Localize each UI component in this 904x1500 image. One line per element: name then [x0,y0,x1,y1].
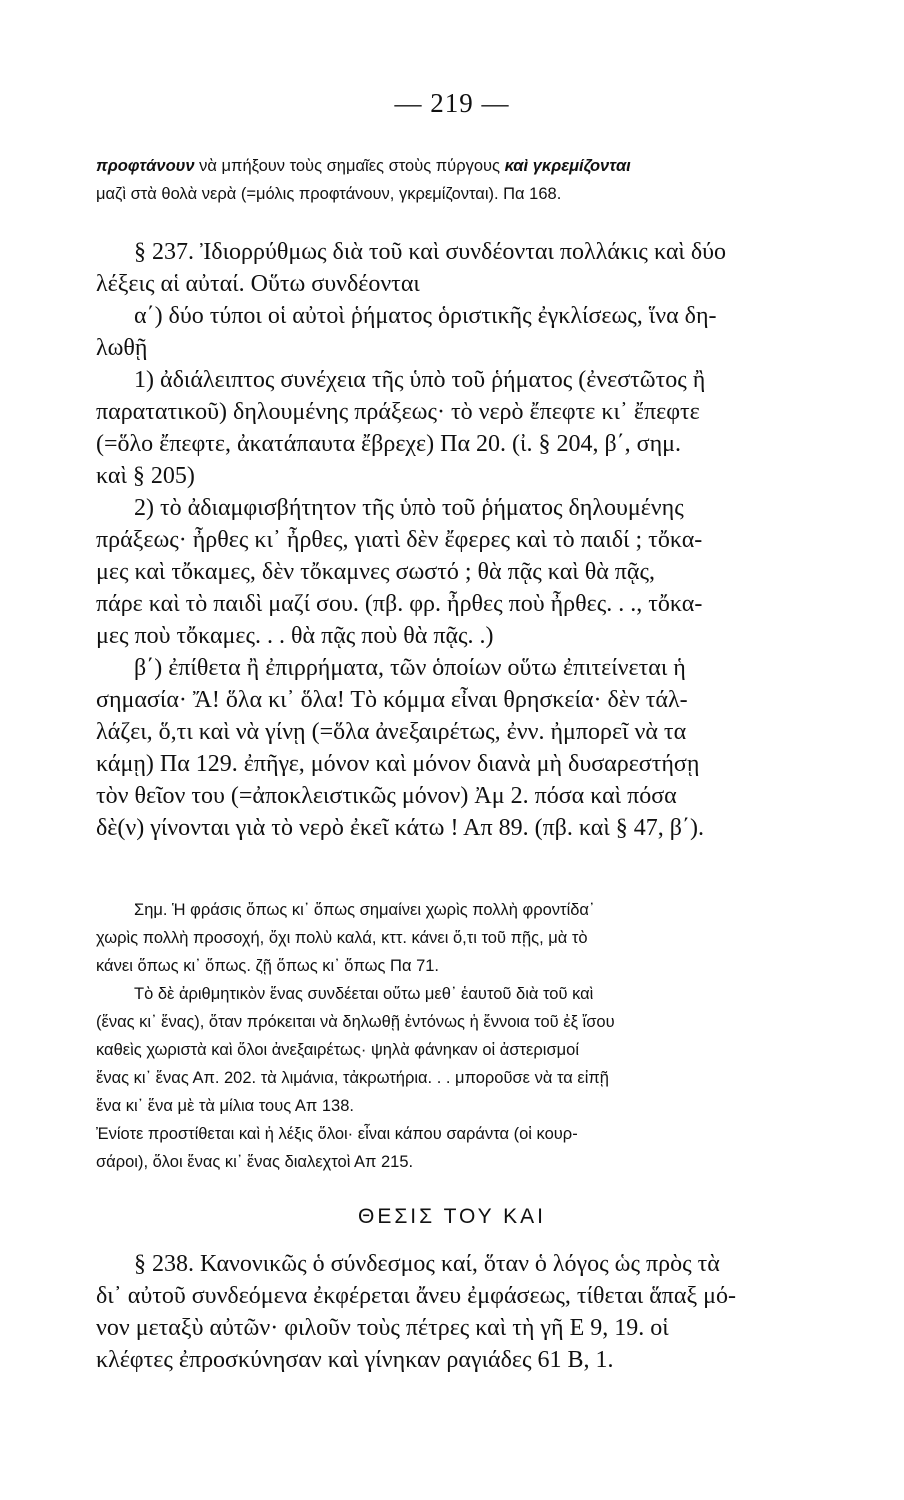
text-line: παρατατικοῦ) δηλουμένης πράξεως· τὸ νερὸ ἔπεφτε κι᾿ ἔπεφτε [96,399,700,425]
text-line: μες καὶ τὄκαμες, δὲν τὄκαμνες σωστό ; θὰ πᾷς καὶ θὰ πᾷς, [96,559,655,585]
note-line: ἕνας κι᾿ ἕνας Απ. 202. τὰ λιμάνια, τἀκρωτήρια. . . μποροῦσε νὰ τα εἰπῇ [96,1069,609,1087]
text-line: α΄) δύο τύποι οἱ αὐτοὶ ῥήματος ὁριστικῆς ἐγκλίσεως, ἵνα δη- [134,303,717,329]
text-line: λέξεις αἱ αὐταί. Οὕτω συνδέονται [96,271,420,297]
section-238 [96,1248,842,1376]
intro-bold-end: καὶ γκρεμίζονται [504,157,631,175]
note-line: Ἐνίοτε προστίθεται καὶ ἡ λέξις ὅλοι· εἶναι κάπου σαράντα (οἱ κουρ- [96,1125,578,1143]
text-line: δὲ(ν) γίνονται γιὰ τὸ νερὸ ἐκεῖ κάτω ! Απ 89. (πβ. καὶ § 47, β΄). [96,815,705,841]
text-line: λωθῇ [96,335,148,361]
text-line: (=ὅλο ἔπεφτε, ἀκατάπαυτα ἔβρεχε) Πα 20. (ἰ. § 204, β΄, σημ. [96,431,682,457]
note-line: χωρὶς πολλὴ προσοχή, ὄχι πολὺ καλά, κττ. κάνει ὅ,τι τοῦ πῇς, μὰ τὸ [96,929,588,947]
note-line: κάνει ὅπως κι᾿ ὅπως. ζῇ ὅπως κι᾿ ὅπως Πα 71. [96,957,440,975]
text-line: πράξεως· ἦρθες κι᾿ ἦρθες, γιατὶ δὲν ἔφερες καὶ τὸ παιδί ; τὄκα- [96,527,703,553]
text-line: κλέφτες ἐπροσκύνησαν καὶ γίνηκαν ραγιάδες 61 Β, 1. [96,1347,614,1373]
text-line: μες ποὺ τὄκαμες. . . θὰ πᾷς ποὺ θὰ πᾷς. .) [96,623,494,649]
text-line: 2) τὸ ἀδιαμφισβήτητον τῆς ὑπὸ τοῦ ῥήματος δηλουμένης [134,495,684,521]
section-237 [96,236,842,844]
text-line: λάζει, ὅ,τι καὶ νὰ γίνῃ (=ὅλα ἀνεξαιρέτως, ἐνν. ἠμπορεῖ νὰ τα [96,719,687,745]
note-line: (ἕνας κι᾿ ἕνας), ὅταν πρόκειται νὰ δηλωθῇ ἐντόνως ἡ ἔννοια τοῦ ἐξ ἴσου [96,1013,615,1031]
note-line: Τὸ δὲ ἀριθμητικὸν ἕνας συνδέεται οὕτω μεθ᾿ ἑαυτοῦ διὰ τοῦ καὶ [134,985,594,1003]
text-line: νον μεταξὺ αὐτῶν· φιλοῦν τοὺς πέτρες καὶ τὴ γῆ Ε 9, 19. οἱ [96,1315,669,1341]
intro-paragraph [96,152,842,208]
intro-line [96,152,842,180]
page-number: — 219 — [394,88,510,118]
text-line: κάμῃ) Πα 129. ἐπῆγε, μόνον καὶ μόνον διανὰ μὴ δυσαρεστήσῃ [96,751,700,777]
text-line: τὸν θεῖον του (=ἀποκλειστικῶς μόνον) Ἀμ 2. πόσα καὶ πόσα [96,783,677,809]
text-line: δι᾿ αὐτοῦ συνδεόμενα ἐκφέρεται ἄνευ ἐμφάσεως, τίθεται ἅπαξ μό- [96,1283,737,1309]
text-line: σημασία· Ἄ! ὅλα κι᾿ ὅλα! Τὸ κόμμα εἶναι θρησκεία· δὲν τάλ- [96,687,688,713]
note-line: Σημ. Ἡ φράσις ὅπως κι᾿ ὅπως σημαίνει χωρὶς πολλὴ φροντίδα᾿ [134,901,595,919]
text-line: § 238. Κανονικῶς ὁ σύνδεσμος καί, ὅταν ὁ λόγος ὡς πρὸς τὰ [134,1251,720,1277]
intro-text: μαζὶ στὰ θολὰ νερὰ (=μόλις προφτάνουν, γκρεμίζονται). Πα 168. [96,185,562,203]
section-heading: ΘΕΣΙΣ ΤΟΥ ΚΑΙ [357,1205,546,1228]
text-line: καὶ § 205) [96,463,195,489]
text-line: § 237. Ἰδιορρύθμως διὰ τοῦ καὶ συνδέονται πολλάκις καὶ δύο [134,239,727,265]
note-line: καθεὶς χωριστὰ καὶ ὅλοι ἀνεξαιρέτως· ψηλὰ φάνηκαν οἱ ἀστερισμοί [96,1041,579,1059]
note-line: σάροι), ὅλοι ἕνας κι᾿ ἕνας διαλεχτοὶ Απ 215. [96,1153,414,1171]
intro-line [96,180,842,208]
notes-block [96,896,842,1176]
text-line: 1) ἀδιάλειπτος συνέχεια τῆς ὑπὸ τοῦ ῥήματος (ἐνεστῶτος ἢ [134,367,706,393]
intro-text: νὰ μπήξουν τοὺς σημαῖες στοὺς πύργους [194,157,505,175]
note-line: ἕνα κι᾿ ἕνα μὲ τὰ μίλια τους Απ 138. [96,1097,354,1115]
text-line: πάρε καὶ τὸ παιδὶ μαζί σου. (πβ. φρ. ἦρθες ποὺ ἦρθες. . ., τὄκα- [96,591,703,617]
text-line: β΄) ἐπίθετα ἢ ἐπιρρήματα, τῶν ὁποίων οὕτω ἐπιτείνεται ἡ [134,655,686,681]
intro-bold-start: προφτάνουν [96,157,195,175]
